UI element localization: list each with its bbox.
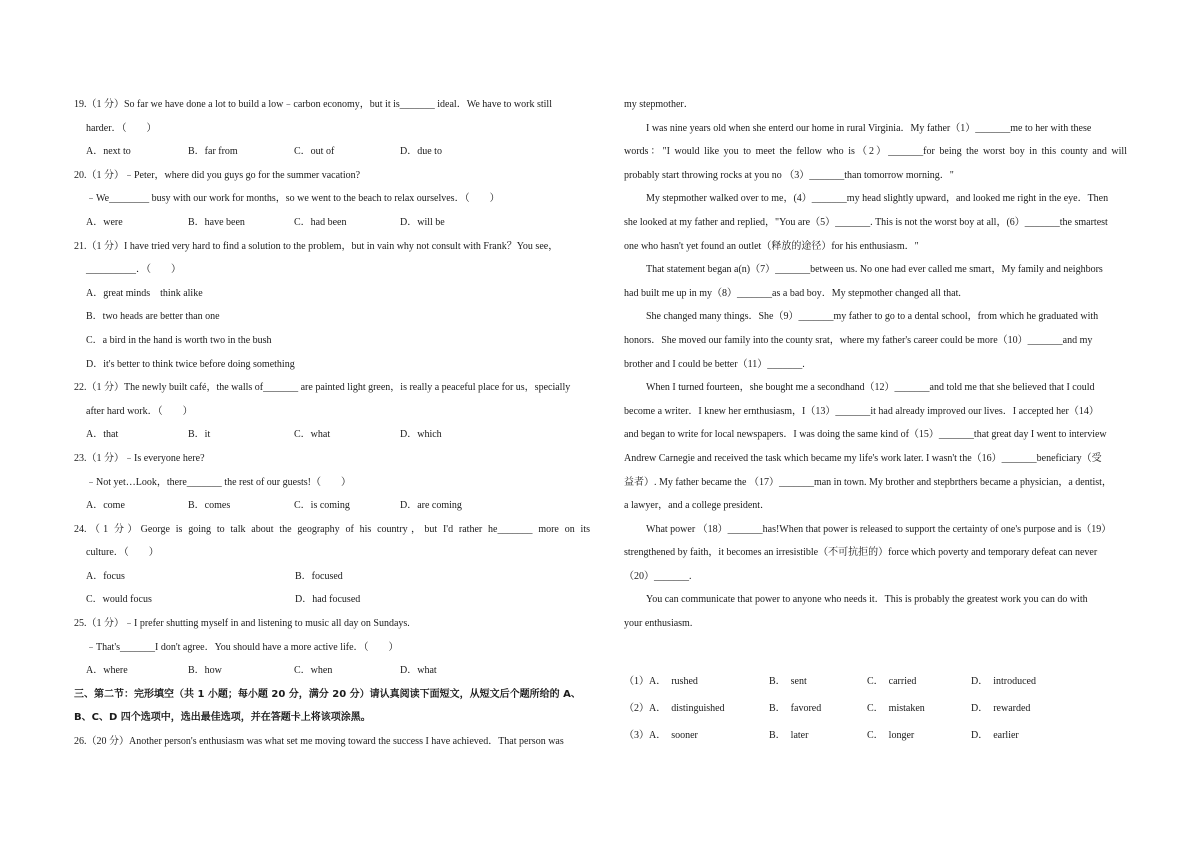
answer-row-3 bbox=[624, 722, 1127, 749]
passage-line: My stepmother walked over to me，(4）_______my head slightly upward，and looked me right in the eye．Then bbox=[646, 193, 1109, 205]
answer-option-b: B． favored bbox=[769, 702, 822, 714]
q24-option-b: B．focused bbox=[295, 570, 343, 582]
q21-stem: 21.（1 分）I have tried very hard to find a solution to the problem，but in vain why not consult with Frank？You see， bbox=[74, 240, 559, 252]
passage-line: and began to write for local newspapers．I was doing the same kind of（15）_______that great day I went to interview bbox=[624, 429, 1107, 441]
q21-option-d: D．it's better to think twice before doing something bbox=[86, 358, 295, 370]
answer-option-a: A． distinguished bbox=[649, 702, 725, 714]
q21-option-c: C．a bird in the hand is worth two in the bush bbox=[86, 334, 272, 346]
q25-options bbox=[74, 659, 590, 683]
passage-line: That statement began a(n)（7）_______between us. No one had ever called me smart，My family and neighbors bbox=[646, 264, 1103, 276]
spacer bbox=[624, 636, 1127, 668]
q25-option-b: B．how bbox=[188, 665, 222, 677]
q19-option-c: C．out of bbox=[294, 146, 335, 158]
q20-options bbox=[74, 211, 590, 235]
q19-option-b: B．far from bbox=[188, 146, 238, 158]
q22-option-a: A．that bbox=[86, 429, 119, 441]
passage-line: honors．She moved our family into the county srat，where my father's career could be more（10）_______and my bbox=[624, 334, 1093, 346]
q25-stem: 25.（1 分）﹣I prefer shutting myself in and listening to music all day on Sundays. bbox=[74, 618, 410, 630]
passage-line: your enthusiasm. bbox=[624, 618, 693, 630]
q20-option-a: A．were bbox=[86, 216, 123, 228]
q23-stem: 23.（1 分）﹣Is everyone here? bbox=[74, 452, 205, 464]
passage-line: When I turned fourteen，she bought me a secondhand（12）_______and told me that she believed that I could bbox=[646, 382, 1095, 394]
passage-line: had built me up in my（8）_______as a bad boy．My stepmother changed all that. bbox=[624, 287, 961, 299]
q22-stem-cont: after hard work．（ ） bbox=[86, 405, 193, 417]
passage-line: What power （18）_______has!When that power is released to support the certainty of one's purpose and is（19） bbox=[646, 523, 1112, 535]
left-column bbox=[74, 93, 590, 754]
q23-options bbox=[74, 494, 590, 518]
q24-stem-cont: culture．（ ） bbox=[86, 547, 159, 559]
passage-line: She changed many things．She（9）_______my father to go to a dental school，from which he graduated with bbox=[646, 311, 1099, 323]
q23-option-a: A．come bbox=[86, 500, 125, 512]
q24-stem: 24.（1 分）George is going to talk about the geography of his country，but I'd rather he_______ more on its bbox=[74, 523, 590, 535]
answer-option-b: B． sent bbox=[769, 675, 807, 687]
answer-option-a: A． rushed bbox=[649, 675, 698, 687]
passage-line: strengthened by faith，it becomes an irresistible（不可抗拒的）force which poverty and temporary defeat can never bbox=[624, 547, 1098, 559]
answer-row-1 bbox=[624, 668, 1127, 695]
passage-line: 益者）. My father became the （17）_______man in town. My brother and stepbrthers became a physician，a dentist， bbox=[624, 476, 1112, 488]
passage-line: You can communicate that power to anyone who needs it．This is probably the greatest work you can do with bbox=[646, 594, 1088, 606]
q22-options bbox=[74, 423, 590, 447]
q23-option-b: B．comes bbox=[188, 500, 231, 512]
answer-option-b: B． later bbox=[769, 729, 809, 741]
q22-option-b: B．it bbox=[188, 429, 211, 441]
q25-option-d: D．what bbox=[400, 665, 437, 677]
q21-stem-cont: __________．（ ） bbox=[86, 264, 181, 276]
passage-line: my stepmother． bbox=[624, 99, 694, 110]
passage-line: probably start throwing rocks at you no （3）_______than tomorrow morning．" bbox=[624, 169, 954, 181]
q24-option-a: A．focus bbox=[86, 570, 125, 582]
q23-option-c: C．is coming bbox=[294, 500, 350, 512]
q19-options bbox=[74, 140, 590, 164]
passage-line: I was nine years old when she enterd our home in rural Virginia．My father（1）_______me to her with these bbox=[646, 122, 1092, 134]
answer-option-c: C． carried bbox=[867, 675, 917, 687]
q24-options-row2 bbox=[74, 588, 590, 612]
answer-option-d: D． introduced bbox=[971, 675, 1036, 687]
q22-stem: 22.（1 分）The newly built café，the walls of_______ are painted light green，is really a peaceful place for us，specially bbox=[74, 382, 571, 394]
q20-option-d: D．will be bbox=[400, 216, 445, 228]
passage-line: become a writer．I knew her ernthusiasm，I（13）_______it had already improved our lives．I accepted her（14） bbox=[624, 405, 1099, 417]
right-column bbox=[624, 93, 1127, 749]
q25-option-c: C．when bbox=[294, 665, 333, 677]
section-heading-cont: B、C、D 四个选项中，选出最佳选项，并在答题卡上将该项涂黑。 bbox=[74, 712, 371, 724]
q19-option-a: A．next to bbox=[86, 146, 131, 158]
answer-number: （2） bbox=[624, 702, 649, 714]
q19-stem-cont: harder．（ ） bbox=[86, 122, 157, 134]
answer-option-c: C． longer bbox=[867, 729, 915, 741]
q22-option-c: C．what bbox=[294, 429, 331, 441]
q24-option-c: C．would focus bbox=[86, 594, 152, 606]
q19-option-d: D．due to bbox=[400, 146, 442, 158]
q23-option-d: D．are coming bbox=[400, 500, 462, 512]
q23-stem-cont: ﹣Not yet…Look，there_______ the rest of our guests!（ ） bbox=[86, 476, 351, 488]
answer-number: （1） bbox=[624, 675, 649, 687]
passage-line: Andrew Carnegie and received the task which became my life's work later. I wasn't the（16）_______beneficiary（受 bbox=[624, 452, 1102, 464]
passage-line: words："I would like you to meet the fellow who is（2）_______for being the worst boy in this county and will bbox=[624, 146, 1127, 158]
q24-options-row1 bbox=[74, 565, 590, 589]
answer-option-c: C． mistaken bbox=[867, 702, 925, 714]
q21-option-b: B．two heads are better than one bbox=[86, 311, 220, 323]
q25-stem-cont: ﹣That's_______I don't agree．You should have a more active life．（ ） bbox=[86, 641, 399, 653]
q20-stem: 20.（1 分）﹣Peter，where did you guys go for the summer vacation? bbox=[74, 169, 361, 181]
q21-option-a: A．great minds think alike bbox=[86, 287, 203, 299]
passage-line: she looked at my father and replied，"You are（5）_______. This is not the worst boy at all，(6）_______the smartest bbox=[624, 216, 1108, 228]
answer-number: （3） bbox=[624, 729, 649, 741]
answer-row-2 bbox=[624, 695, 1127, 722]
q19-stem: 19.（1 分）So far we have done a lot to build a low﹣carbon economy，but it is_______ ideal．We have to work still bbox=[74, 99, 552, 110]
passage-line: （20）_______. bbox=[624, 570, 692, 582]
q20-stem-cont: ﹣We________ busy with our work for months，so we went to the beach to relax ourselves．（ ） bbox=[86, 193, 500, 205]
answer-option-d: D． rewarded bbox=[971, 702, 1031, 714]
q25-option-a: A．where bbox=[86, 665, 128, 677]
q20-option-b: B．have been bbox=[188, 216, 245, 228]
q26-stem: 26.（20 分）Another person's enthusiasm was what set me moving toward the success I have achieved．That person was bbox=[74, 736, 564, 748]
section-heading: 三、第二节：完形填空（共 1 小题；每小题 20 分，满分 20 分）请认真阅读下面短文，从短文后个题所给的 A、 bbox=[74, 688, 581, 700]
q20-option-c: C．had been bbox=[294, 216, 347, 228]
q22-option-d: D．which bbox=[400, 429, 442, 441]
q24-option-d: D．had focused bbox=[295, 594, 361, 606]
passage-line: one who hasn't yet found an outlet（释放的途径）for his enthusiasm．" bbox=[624, 240, 919, 252]
answer-option-d: D． earlier bbox=[971, 729, 1019, 741]
passage-line: a lawyer，and a college president． bbox=[624, 500, 771, 512]
passage-line: brother and I could be better（11）_______. bbox=[624, 358, 805, 370]
answer-option-a: A． sooner bbox=[649, 729, 698, 741]
